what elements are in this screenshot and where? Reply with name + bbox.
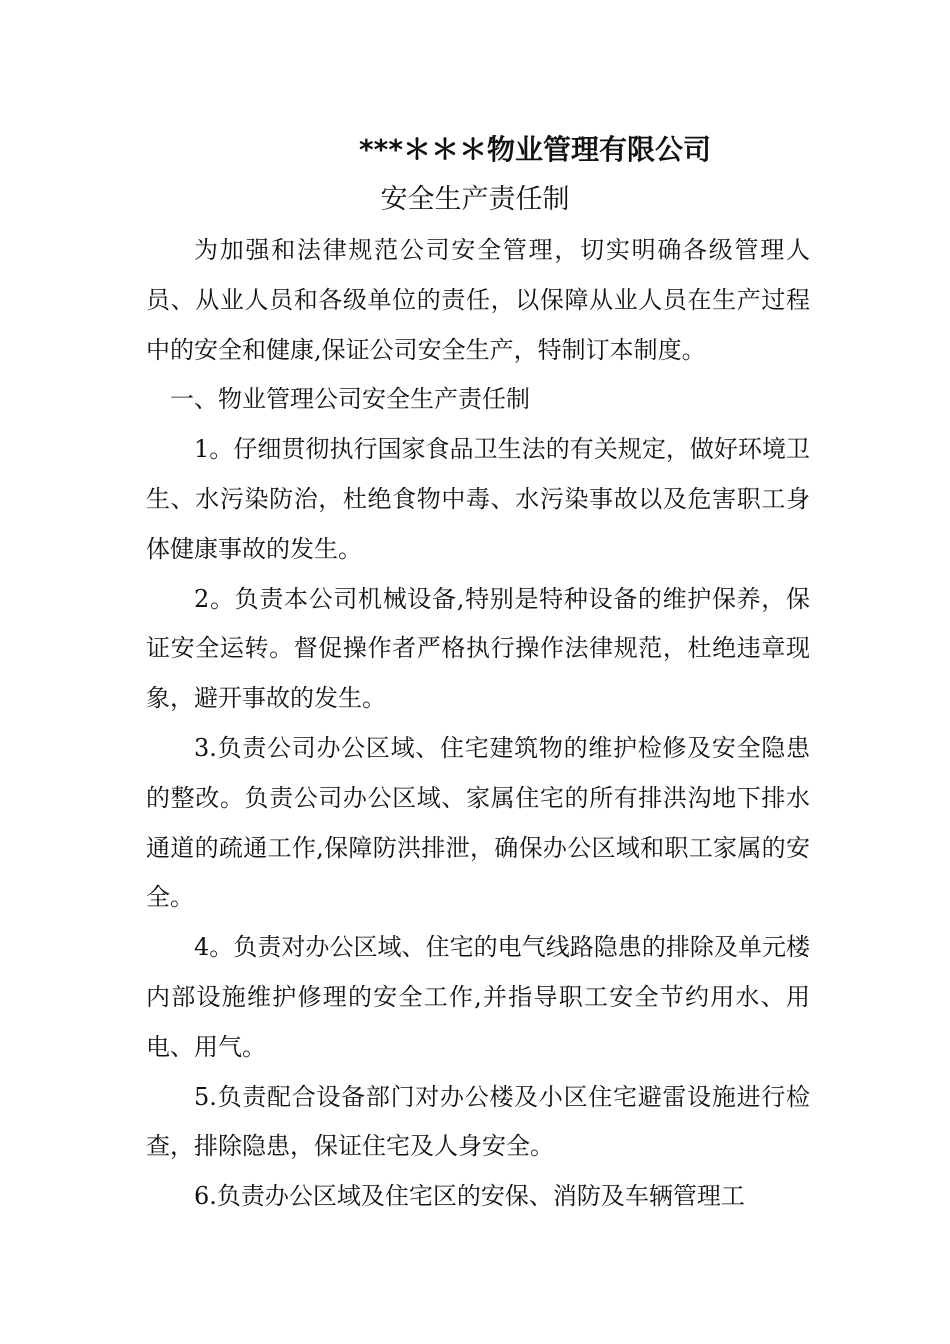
clause-paragraph: 2。负责本公司机械设备,特别是特种设备的维护保养，保证安全运转。督促操作者严格执行操作法律规范，杜绝违章现象，避开事故的发生。 xyxy=(146,584,810,713)
document-title: ***＊＊＊物业管理有限公司 xyxy=(359,133,711,166)
document-body xyxy=(146,226,810,1222)
clause-paragraph: 4。负责对办公区域、住宅的电气线路隐患的排除及单元楼内部设施维护修理的安全工作,并指导职工安全节约用水、用电、用气。 xyxy=(146,933,810,1061)
clause-paragraph: 1。仔细贯彻执行国家食品卫生法的有关规定，做好环境卫生、水污染防治，杜绝食物中毒、水污染事故以及危害职工身体健康事故的发生。 xyxy=(146,435,810,563)
clause-paragraph: 6.负责办公区域及住宅区的安保、消防及车辆管理工 xyxy=(194,1182,745,1211)
document-subtitle: 安全生产责任制 xyxy=(380,184,570,215)
clause-paragraph: 5.负责配合设备部门对办公楼及小区住宅避雷设施进行检查，排除隐患，保证住宅及人身安全。 xyxy=(146,1082,810,1161)
clause-paragraph: 3.负责公司办公区域、住宅建筑物的维护检修及安全隐患的整改。负责公司办公区域、家属住宅的所有排洪沟地下排水通道的疏通工作,保障防洪排泄，确保办公区域和职工家属的安全。 xyxy=(146,733,810,912)
section-heading: 一、物业管理公司安全生产责任制 xyxy=(170,385,530,414)
intro-paragraph: 为加强和法律规范公司安全管理，切实明确各级管理人员、从业人员和各级单位的责任，以保障从业人员在生产过程中的安全和健康,保证公司安全生产，特制订本制度。 xyxy=(146,236,810,364)
